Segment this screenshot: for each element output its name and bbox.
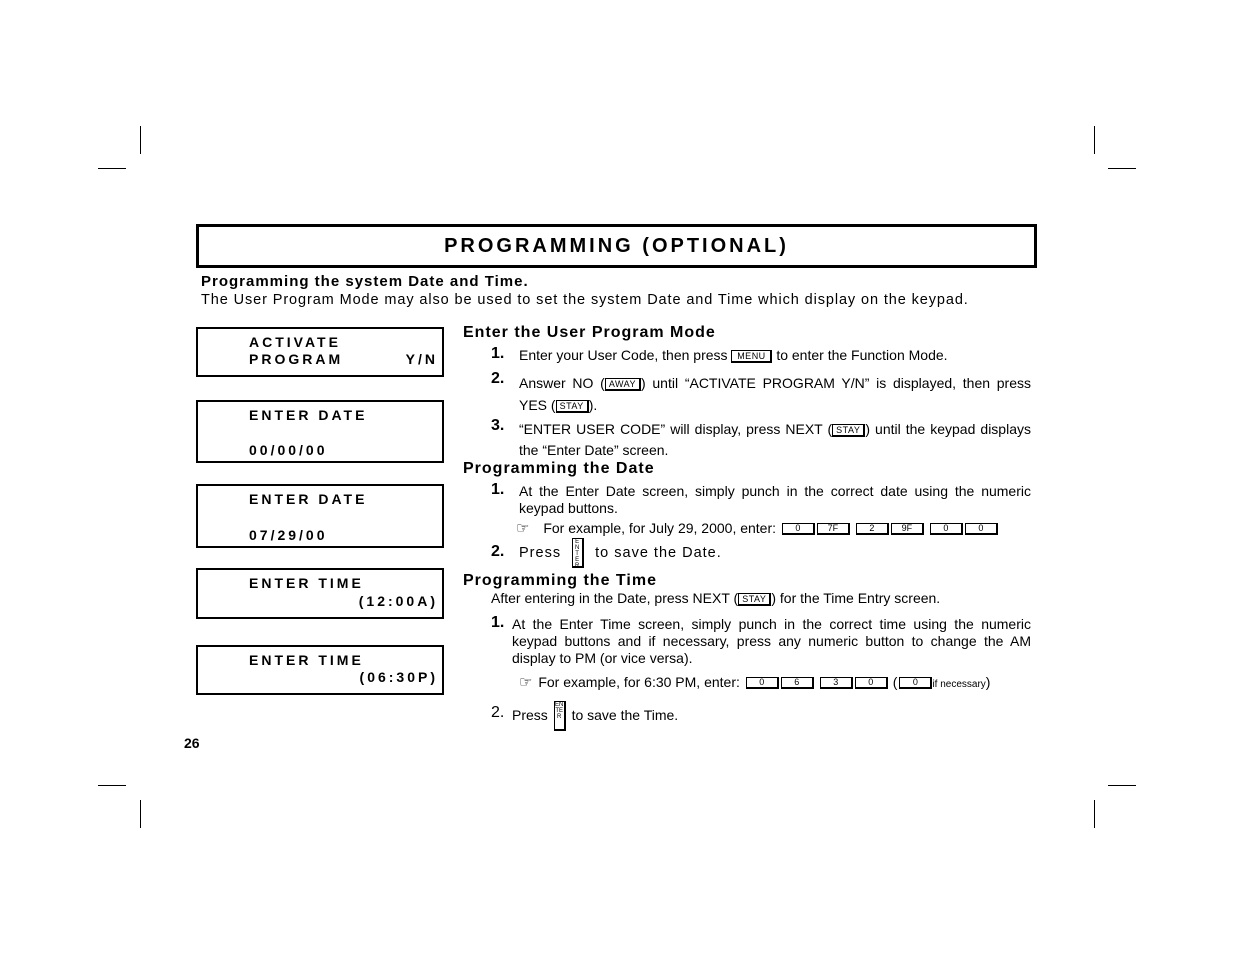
enter-key-icon: ENTER [572, 538, 584, 568]
lcd-line2: 07/29/00 [249, 527, 328, 543]
pointing-hand-icon: ☞ [516, 520, 530, 537]
menu-key-icon: MENU [731, 350, 772, 363]
date-example: ☞ For example, for July 29, 2000, enter: 0 7F 2 9F 0 0 [516, 520, 1031, 537]
digit-key-icon: 2 [856, 523, 889, 535]
page-number: 26 [184, 735, 200, 751]
digit-key-icon: 3 [820, 677, 853, 689]
page-title: PROGRAMMING (OPTIONAL) [444, 234, 789, 257]
section-heading-date: Programming the Date [463, 460, 655, 477]
lcd-line1: ENTER DATE [249, 407, 368, 423]
stay-key-icon: STAY [738, 593, 771, 606]
section-heading-time: Programming the Time [463, 572, 657, 589]
pointing-hand-icon: ☞ [519, 674, 533, 691]
step-save-date: Press ENTER to save the Date. [519, 539, 722, 569]
lcd-line1: ACTIVATE [249, 334, 341, 350]
digit-key-icon: 0 [782, 523, 815, 535]
step-number: 2. [491, 370, 505, 387]
crop-mark [1108, 785, 1136, 786]
crop-mark [1094, 126, 1095, 154]
step-number: 3. [491, 417, 505, 434]
intro-text: The User Program Mode may also be used to set the system Date and Time which display on the keypad. [201, 292, 969, 308]
step-enter-user-code: Enter your User Code, then press MENU to enter the Function Mode. [519, 347, 948, 363]
step-save-time: Press ENTER to save the Time. [512, 700, 1031, 731]
page-title-box [196, 224, 1037, 268]
digit-key-icon: 7F [817, 523, 850, 535]
lcd-enter-time-blank [196, 568, 444, 619]
digit-key-icon: 9F [891, 523, 924, 535]
lcd-right: Y/N [405, 351, 438, 367]
crop-mark [98, 785, 126, 786]
lcd-activate-program [196, 327, 444, 377]
crop-mark [98, 168, 126, 169]
step-number: 2. [491, 704, 505, 721]
digit-key-icon: 0 [930, 523, 963, 535]
lcd-line2: 00/00/00 [249, 442, 328, 458]
lcd-enter-date-blank [196, 400, 444, 463]
lcd-enter-date-example [196, 484, 444, 548]
stay-key-icon: STAY [832, 424, 865, 437]
step-number: 1. [491, 614, 505, 631]
lcd-line1: ENTER DATE [249, 491, 368, 507]
lcd-line1: ENTER TIME [249, 652, 364, 668]
lcd-enter-time-example [196, 645, 444, 695]
step-enter-user-code-next: “ENTER USER CODE” will display, press NEXT ( STAY ) until the keypad displays the “Enter Date” screen. [519, 421, 1031, 458]
step-answer-no: Answer NO ( AWAY ) until “ACTIVATE PROGRAM Y/N” is displayed, then press YES ( STAY ). [519, 375, 1031, 413]
crop-mark [140, 126, 141, 154]
step-enter-date: At the Enter Date screen, simply punch in the correct date using the numeric keypad buttons. [519, 483, 1031, 516]
lcd-line1: ENTER TIME [249, 575, 364, 591]
step-number: 1. [491, 481, 505, 498]
lcd-line2: PROGRAM [249, 351, 344, 367]
step-number: 2. [491, 543, 505, 560]
crop-mark [140, 800, 141, 828]
lcd-right: (12:00A) [358, 593, 438, 609]
digit-key-icon: 0 [965, 523, 998, 535]
time-intro: After entering in the Date, press NEXT ( STAY ) for the Time Entry screen. [491, 590, 941, 606]
intro-heading: Programming the system Date and Time. [201, 273, 529, 290]
time-example: ☞ For example, for 6:30 PM, enter: 0 6 3 0 ( 0 if necessary) [519, 674, 991, 691]
step-enter-time: At the Enter Time screen, simply punch in the correct time using the numeric keypad buttons and if necessary, press any numeric button to change the AM display to PM (or vice versa). [512, 616, 1031, 666]
digit-key-icon: 0 [899, 677, 932, 689]
section-heading-user-mode: Enter the User Program Mode [463, 324, 716, 341]
digit-key-icon: 6 [781, 677, 814, 689]
step-number: 1. [491, 345, 505, 362]
digit-key-icon: 0 [855, 677, 888, 689]
enter-key-icon: ENTER [554, 701, 566, 731]
away-key-icon: AWAY [605, 378, 641, 391]
crop-mark [1108, 168, 1136, 169]
digit-key-icon: 0 [746, 677, 779, 689]
lcd-right: (06:30P) [359, 669, 438, 685]
stay-key-icon: STAY [556, 400, 589, 413]
crop-mark [1094, 800, 1095, 828]
